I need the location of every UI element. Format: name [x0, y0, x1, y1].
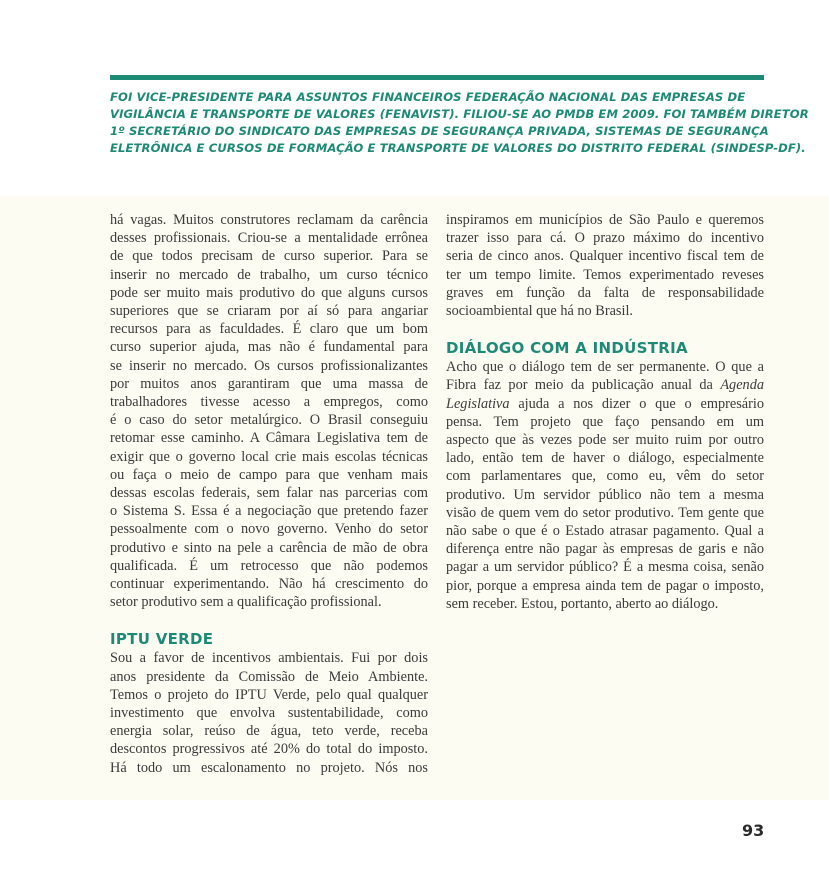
left-column — [110, 211, 428, 777]
text-run: ajuda a nos dizer o que o empresário — [509, 395, 764, 412]
text-line: se inserir no mercado. Os cursos profissionalizantes — [110, 357, 428, 374]
text-line: anos presidente da Comissão de Meio Ambiente. — [110, 668, 428, 685]
text-line: Sou a favor de incentivos ambientais. Fui por dois — [110, 650, 428, 667]
heading-dialogo: DIÁLOGO COM A INDÚSTRIA — [446, 339, 688, 358]
text-line: recursos para as faculdades. É claro que um bom — [110, 321, 428, 338]
text-line: visão de quem vem do setor produtivo. Tem gente que — [446, 504, 764, 521]
text-line — [446, 376, 764, 394]
text-line: ou faça o meio de campo para que venham mais — [110, 466, 428, 483]
text-line: exigir que o governo local crie mais escolas técnicas — [110, 448, 428, 465]
text-line: aspecto que às vezes pode ser muito ruim por outro — [446, 432, 764, 449]
heading-iptu-verde: IPTU VERDE — [110, 630, 214, 649]
text-line: continuar experimentando. Não há crescimento do — [110, 576, 428, 593]
text-run: Fibra faz por meio da publicação anual da — [446, 377, 721, 394]
text-line: sem receber. Estou, portanto, aberto ao diálogo. — [446, 595, 719, 612]
text-line: produtivo e sinto na pele a carência de mão de obra — [110, 539, 428, 556]
text-line: pode ser muito mais produtivo do que alguns cursos — [110, 284, 428, 301]
text-line: Há todo um escalonamento no projeto. Nós nos — [110, 759, 428, 776]
text-line: pior, porque a empresa ainda tem de pagar o imposto, — [446, 577, 764, 594]
text-line: diferença entre não pagar às empresas de garis e não — [446, 541, 764, 558]
text-line: de que todos precisam de curso superior. Para se — [110, 248, 428, 265]
text-line: dessas escolas federais, sem falar nas parcerias com — [110, 485, 428, 502]
text-line: pessoalmente com o novo governo. Venho do setor — [110, 521, 428, 538]
publication-title: Agenda — [720, 377, 764, 394]
text-line: energia solar, reúso de água, teto verde, receba — [110, 723, 428, 740]
text-line: Temos o projeto do IPTU Verde, pelo qual qualquer — [110, 686, 428, 703]
paragraph-iptu — [110, 649, 428, 776]
text-line: desses profissionais. Criou-se a mentalidade errônea — [110, 230, 428, 247]
text-line: produtivo. Um servidor público não tem a mesma — [446, 486, 764, 503]
bio-line: FOI VICE-PRESIDENTE PARA ASSUNTOS FINANCEIROS FEDERAÇÃO NACIONAL DAS EMPRESAS DE — [110, 90, 746, 104]
text-line: Acho que o diálogo tem de ser permanente. O que a — [446, 359, 764, 376]
bio-block — [110, 89, 809, 157]
text-line: retomar esse caminho. A Câmara Legislativa tem de — [110, 430, 428, 447]
text-line: superiores que se criaram por aí só para angariar — [110, 303, 428, 320]
text-line: setor produtivo sem a qualificação profissional. — [110, 594, 382, 611]
right-column — [446, 211, 764, 613]
header-rule — [110, 75, 764, 80]
publication-title: Legislativa — [446, 395, 510, 412]
text-line: por muitos anos garantiram que uma massa de — [110, 375, 428, 392]
text-line: com parlamentares que, como eu, vêm do setor — [446, 468, 764, 485]
text-line: seria de cinco anos. Qualquer incentivo fiscal tem de — [446, 248, 764, 265]
text-line: trabalhadores tivesse acesso a empregos, como — [110, 394, 428, 411]
text-line: qualificada. É um retrocesso que não podemos — [110, 557, 428, 574]
text-line: há vagas. Muitos construtores reclamam da carência — [110, 212, 428, 228]
text-line: inserir no mercado de trabalho, um curso técnico — [110, 266, 428, 283]
text-line: socioambiental que há no Brasil. — [446, 303, 634, 320]
bio-line: VIGILÂNCIA E TRANSPORTE DE VALORES (FENAVIST). FILIOU-SE AO PMDB EM 2009. FOI TAMBÉM DIRETOR — [110, 107, 809, 121]
text-line: graves em função da falta de responsabilidade — [446, 284, 764, 301]
text-line: não sabe o que é o Estado atrasar pagamento. Qual a — [446, 523, 764, 540]
text-line — [446, 395, 764, 413]
text-line: pensa. Tem projeto que faço pensando em um — [446, 413, 764, 430]
text-line: lado, então tem de haver o diálogo, especialmente — [446, 450, 764, 467]
bio-line: ELETRÔNICA E CURSOS DE FORMAÇÃO E TRANSPORTE DE VALORES DO DISTRITO FEDERAL (SINDESP-DF). — [110, 141, 806, 155]
text-line: investimento que envolva sustentabilidade, como — [110, 705, 428, 722]
text-line: descontos progressivos até 20% do total do imposto. — [110, 741, 428, 758]
text-line: curso superior ajuda, mas não é fundamental para — [110, 339, 428, 356]
text-line: pagar a um servidor público? É a mesma coisa, senão — [446, 559, 764, 576]
text-line: é o caso do setor metalúrgico. O Brasil conseguiu — [110, 412, 428, 429]
text-line: ter um tempo limite. Temos experimentado reveses — [446, 266, 764, 283]
paragraph-vocational — [110, 211, 428, 611]
page-number: 93 — [742, 821, 765, 840]
paragraph-dialogo — [446, 358, 764, 613]
text-line: inspiramos em municípios de São Paulo e queremos — [446, 212, 764, 228]
text-line: trazer isso para cá. O prazo máximo do incentivo — [446, 230, 764, 247]
bio-line: 1º SECRETÁRIO DO SINDICATO DAS EMPRESAS DE SEGURANÇA PRIVADA, SISTEMAS DE SEGURANÇA — [110, 124, 769, 138]
paragraph-incentives — [446, 211, 764, 320]
text-line: o Sistema S. Essa é a negociação que pretendo fazer — [110, 503, 428, 520]
